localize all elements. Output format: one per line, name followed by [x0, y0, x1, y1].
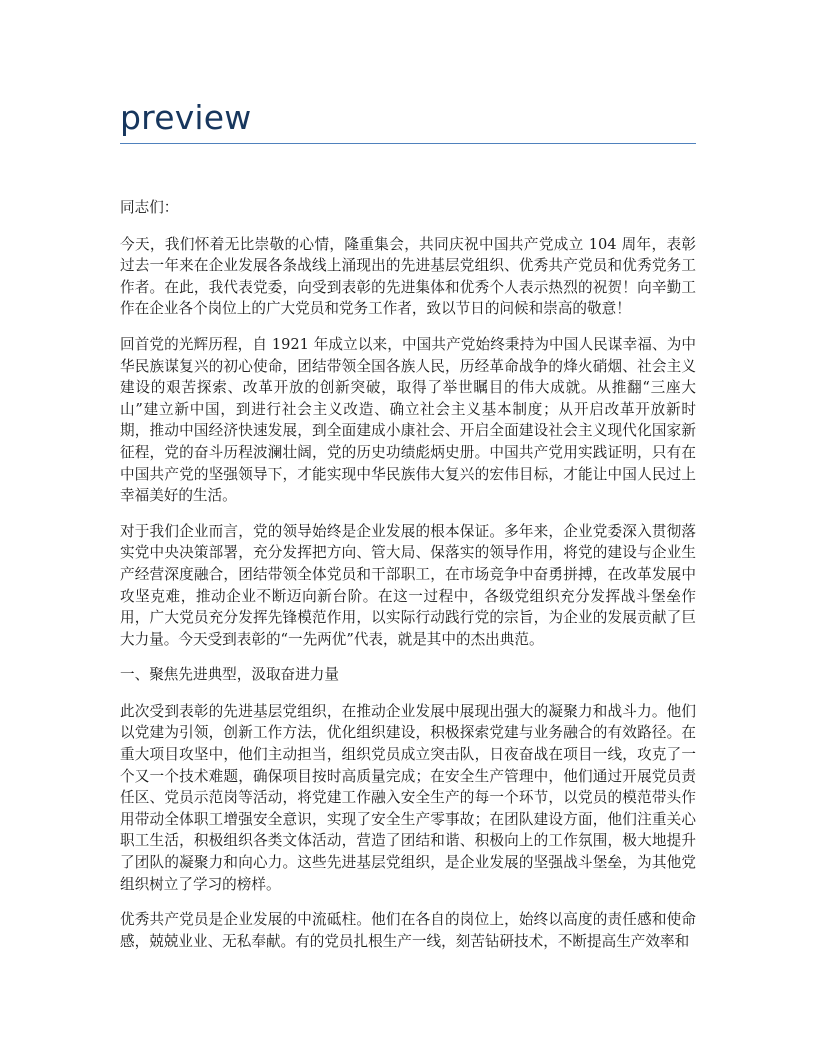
- body-paragraph: 今天，我们怀着无比崇敬的心情，隆重集会，共同庆祝中国共产党成立 104 周年，表彰过去一年来在企业发展各条战线上涌现出的先进基层党组织、优秀共产党员和优秀党务工作者。在此，我代表党委，向受到表彰的先进集体和优秀个人表示热烈的祝贺！向辛勤工作在企业各个岗位上的广大党员和党务工作者，致以节日的问候和崇高的敬意！: [120, 235, 696, 318]
- body-paragraph: 对于我们企业而言，党的领导始终是企业发展的根本保证。多年来，企业党委深入贯彻落实党中央决策部署，充分发挥把方向、管大局、保落实的领导作用，将党的建设与企业生产经营深度融合，团结带领全体党员和干部职工，在市场竞争中奋勇拼搏，在改革发展中攻坚克难，推动企业不断迈向新台阶。在这一过程中，各级党组织充分发挥战斗堡垒作用，广大党员充分发挥先锋模范作用，以实际行动践行党的宗旨，为企业的发展贡献了巨大力量。今天受到表彰的“一先两优”代表，就是其中的杰出典范。: [120, 522, 696, 648]
- body-paragraph: 优秀共产党员是企业发展的中流砥柱。他们在各自的岗位上，始终以高度的责任感和使命感，兢兢业业、无私奉献。有的党员扎根生产一线，刻苦钻研技术，不断提高生产效率和: [120, 911, 696, 950]
- salutation-paragraph: 同志们：: [120, 199, 179, 216]
- section-heading: 一、聚焦先进典型，汲取奋进力量: [120, 666, 339, 684]
- body-paragraph: 此次受到表彰的先进基层党组织，在推动企业发展中展现出强大的凝聚力和战斗力。他们以党建为引领，创新工作方法，优化组织建设，积极探索党建与业务融合的有效路径。在重大项目攻坚中，他们主动担当，组织党员成立突击队，日夜奋战在项目一线，攻克了一个又一个技术难题，确保项目按时高质量完成；在安全生产管理中，他们通过开展党员责任区、党员示范岗等活动，将党建工作融入安全生产的每一个环节，以党员的模范带头作用带动全体职工增强安全意识，实现了安全生产零事故；在团队建设方面，他们注重关心职工生活，积极组织各类文体活动，营造了团结和谐、积极向上的工作氛围，极大地提升了团队的凝聚力和向心力。这些先进基层党组织，是企业发展的坚强战斗堡垒，为其他党组织树立了学习的榜样。: [120, 702, 696, 893]
- document-page: [120, 0, 696, 966]
- body-paragraph: 回首党的光辉历程，自 1921 年成立以来，中国共产党始终秉持为中国人民谋幸福、为中华民族谋复兴的初心使命，团结带领全国各族人民，历经革命战争的烽火硝烟、社会主义建设的艰苦探索、改革开放的创新突破，取得了举世瞩目的伟大成就。从推翻“三座大山”建立新中国，到进行社会主义改造、确立社会主义基本制度；从开启改革开放新时期，推动中国经济快速发展，到全面建成小康社会、开启全面建设社会主义现代化国家新征程，党的奋斗历程波澜壮阔，党的历史功绩彪炳史册。中国共产党用实践证明，只有在中国共产党的坚强领导下，才能实现中华民族伟大复兴的宏伟目标，才能让中国人民过上幸福美好的生活。: [120, 335, 696, 505]
- title-underline: [120, 143, 696, 144]
- document-body: [120, 197, 696, 952]
- document-title: preview: [120, 98, 252, 137]
